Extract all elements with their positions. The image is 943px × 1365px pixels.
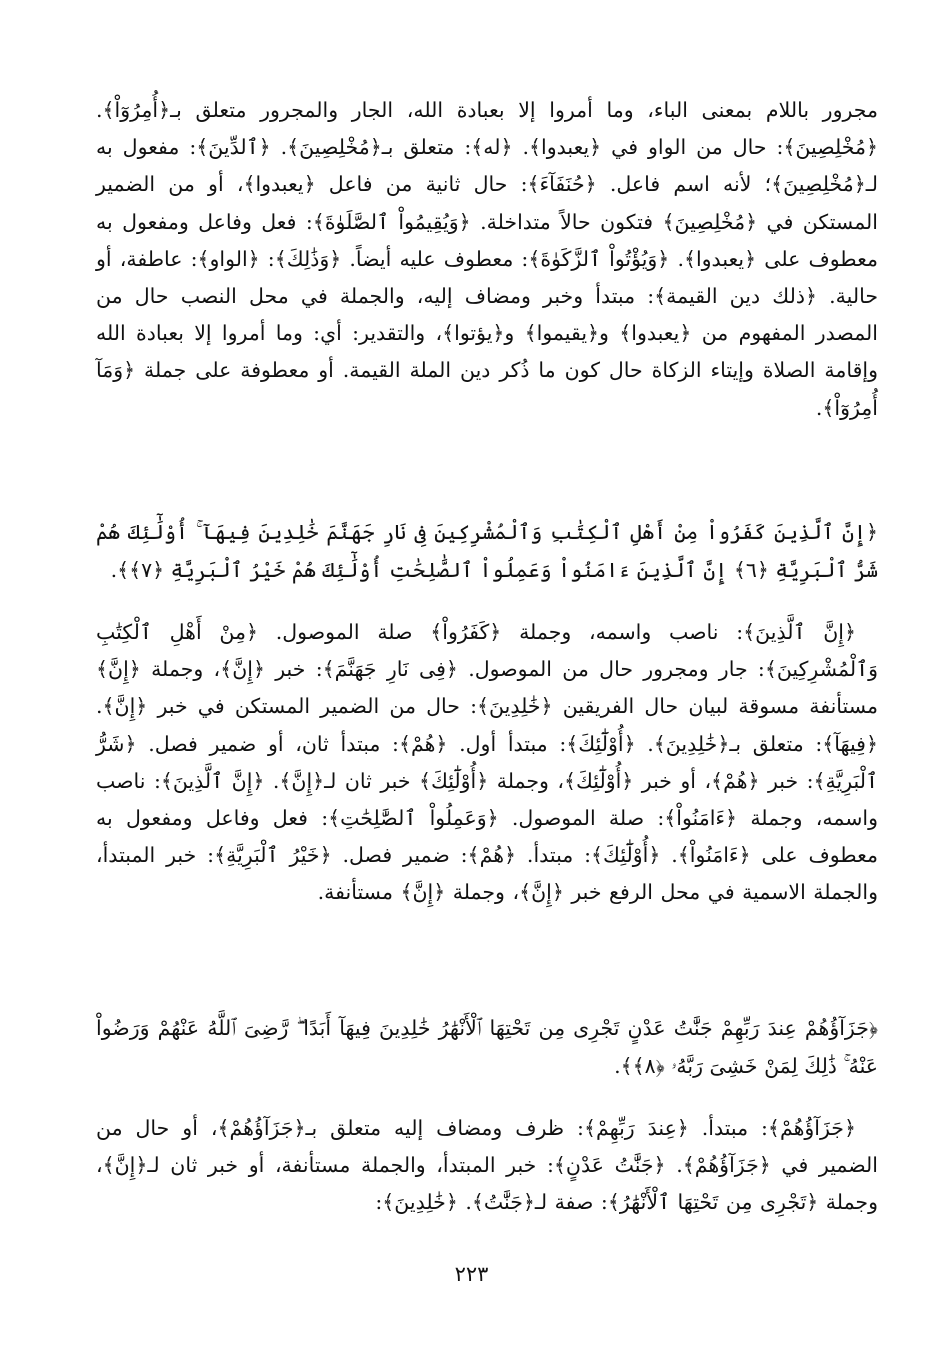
page-body [96,92,878,1332]
quran-verse: ﴿جَزَآؤُهُمْ عِندَ رَبِّهِمْ جَنَّٰتُ عَدْنٍ تَجْرِى مِن تَحْتِهَا ٱلْأَنْهَٰرُ خَٰلِدِينَ فِيهَآ أَبَدًا ۖ رَّضِىَ ٱللَّهُ عَنْهُمْ وَرَضُواْ عَنْهُ ۚ ذَٰلِكَ لِمَنْ خَشِىَ رَبَّهُۥ ﴿٨﴾﴾. [96,1016,878,1078]
commentary-paragraph: ﴿جَزَآؤُهُمْ﴾: مبتدأ. ﴿عِندَ رَبِّهِمْ﴾: ظرف ومضاف إليه متعلق بـ﴿جَزَآؤُهُمْ﴾، أو حال من الضمير في ﴿جَزَآؤُهُمْ﴾. ﴿جَنَّٰتُ عَدْنٍ﴾: خبر المبتدأ، والجملة مستأنفة، أو خبر ثان لـ﴿إِنَّ﴾، وجملة ﴿تَجْرِى مِن تَحْتِهَا ٱلْأَنْهَٰرُ﴾: صفة لـ﴿جَنَّٰتُ﴾. ﴿خَٰلِدِينَ﴾: [96,1116,878,1215]
quran-verse: ﴿إِنَّ ٱلَّذِينَ كَفَرُواْ مِنْ أَهْلِ ٱلْكِتَٰبِ وَٱلْمُشْرِكِينَ فِى نَارِ جَهَنَّمَ خَٰلِدِينَ فِيهَآ ۚ أُوْلَٰٓئِكَ هُمْ شَرُّ ٱلْبَرِيَّةِ ﴿٦﴾ إِنَّ ٱلَّذِينَ ءَامَنُواْ وَعَمِلُواْ ٱلصَّٰلِحَٰتِ أُوْلَٰٓئِكَ هُمْ خَيْرُ ٱلْبَرِيَّةِ ﴿٧﴾﴾. [96,520,878,582]
page-number: ٢٢٣ [454,1262,489,1286]
commentary-paragraph: مجرور باللام بمعنى الباء، وما أمروا إلا بعبادة الله، الجار والمجرور متعلق بـ﴿أُمِرُوٓاْ﴾. ﴿مُخْلِصِينَ﴾: حال من الواو في ﴿يعبدوا﴾. ﴿له﴾: متعلق بـ﴿مُخْلِصِينَ﴾. ﴿ٱلدِّينَ﴾: مفعول به لـ﴿مُخْلِصِينَ﴾؛ لأنه اسم فاعل. ﴿حُنَفَآءَ﴾: حال ثانية من فاعل ﴿يعبدوا﴾، أو من الضمير المستكن في ﴿مُخْلِصِينَ﴾ فتكون حالاً متداخلة. ﴿وَيُقِيمُواْ ٱلصَّلَوٰةَ﴾: فعل وفاعل ومفعول به معطوف على ﴿يعبدوا﴾. ﴿وَيُؤْتُواْ ٱلزَّكَوٰةَ﴾: معطوف عليه أيضاً. ﴿وَذَٰلِكَ﴾: ﴿الواو﴾: عاطفة، أو حالية. ﴿ذلك دين القيمة﴾: مبتدأ وخبر ومضاف إليه، والجملة في محل النصب حال من المصدر المفهوم من ﴿يعبدوا﴾ و﴿يقيموا﴾ و﴿يؤتوا﴾، والتقدير: أي: وما أمروا إلا بعبادة الله وإقامة الصلاة وإيتاء الزكاة حال كون ما ذُكر دين الملة القيمة. أو معطوفة على جملة ﴿وَمَآ أُمِرُوٓاْ﴾. [96,98,878,420]
commentary-paragraph: ﴿إِنَّ ٱلَّذِينَ﴾: ناصب واسمه، وجملة ﴿كَفَرُواْ﴾ صلة الموصول. ﴿مِنْ أَهْلِ ٱلْكِتَٰبِ وَٱلْمُشْرِكِينَ﴾: جار ومجرور حال من الموصول. ﴿فِى نَارِ جَهَنَّمَ﴾: خبر ﴿إِنَّ﴾، وجملة ﴿إِنَّ﴾ مستأنفة مسوقة لبيان حال الفريقين ﴿خَٰلِدِينَ﴾: حال من الضمير المستكن في خبر ﴿إِنَّ﴾. ﴿فِيهَآ﴾: متعلق بـ﴿خَٰلِدِينَ﴾. ﴿أُوْلَٰٓئِكَ﴾: مبتدأ أول. ﴿هُمْ﴾: مبتدأ ثان، أو ضمير فصل. ﴿شَرُّ ٱلْبَرِيَّةِ﴾: خبر ﴿هُمْ﴾، أو خبر ﴿أُوْلَٰٓئِكَ﴾، وجملة ﴿أُوْلَٰٓئِكَ﴾ خبر ثان لـ﴿إِنَّ﴾. ﴿إِنَّ ٱلَّذِينَ﴾: ناصب واسمه، وجملة ﴿ءَامَنُواْ﴾: صلة الموصول. ﴿وَعَمِلُواْ ٱلصَّٰلِحَٰتِ﴾: فعل وفاعل ومفعول به معطوف على ﴿ءَامَنُواْ﴾. ﴿أُوْلَٰٓئِكَ﴾: مبتدأ. ﴿هُمْ﴾: ضمير فصل. ﴿خَيْرُ ٱلْبَرِيَّةِ﴾: خبر المبتدأ، والجملة الاسمية في محل الرفع خبر ﴿إِنَّ﴾، وجملة ﴿إِنَّ﴾ مستأنفة. [96,620,878,905]
